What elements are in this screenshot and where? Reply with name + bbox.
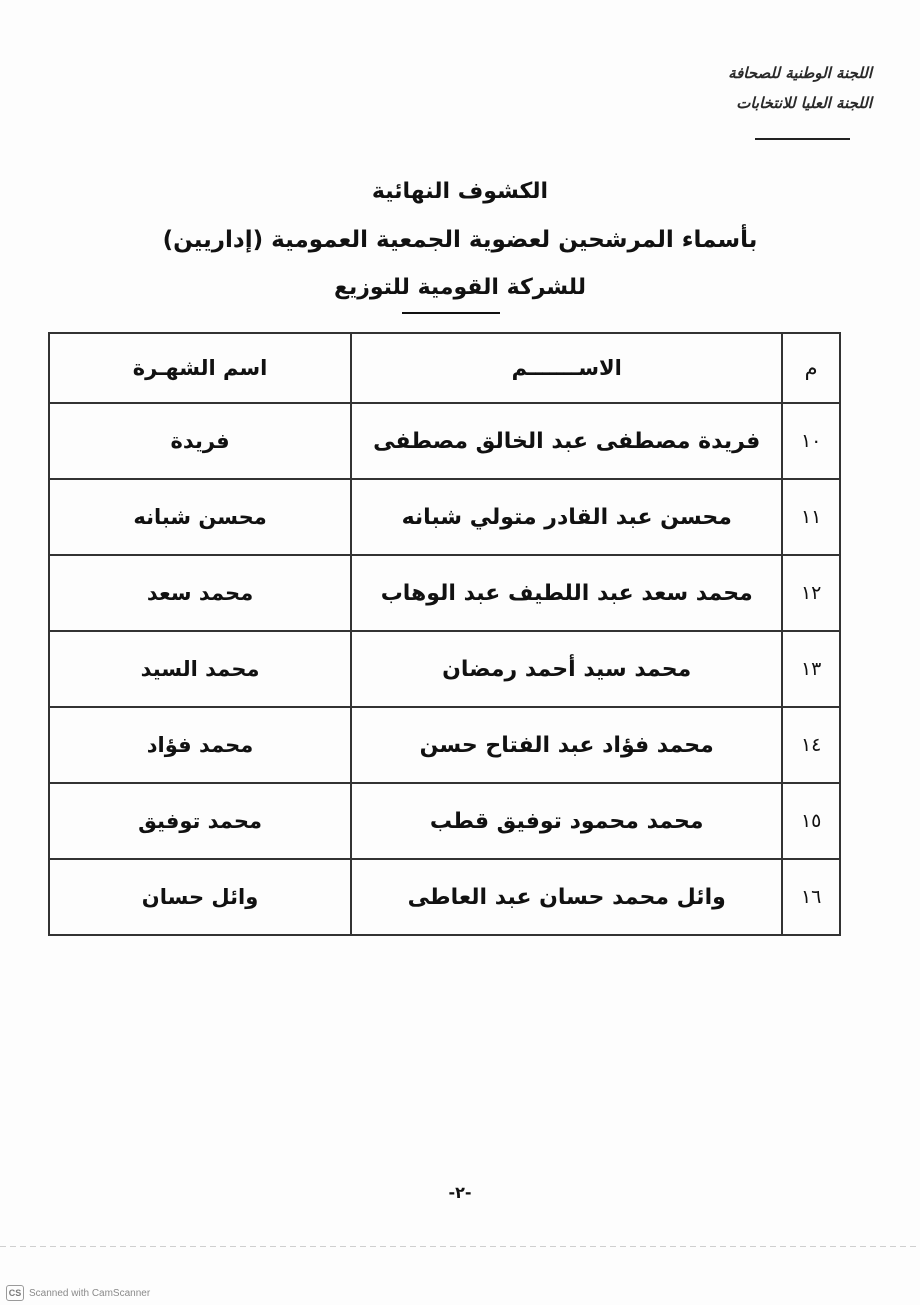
row-number: ١٥ <box>782 783 840 859</box>
scanner-watermark <box>6 1284 150 1302</box>
row-name: فريدة مصطفى عبد الخالق مصطفى <box>351 403 782 479</box>
row-number: ١٣ <box>782 631 840 707</box>
row-name: محمد فؤاد عبد الفتاح حسن <box>351 707 782 783</box>
table-row <box>49 555 840 631</box>
title-underline <box>402 312 500 314</box>
row-name: محمد سعد عبد اللطيف عبد الوهاب <box>351 555 782 631</box>
row-number: ١٢ <box>782 555 840 631</box>
table-row <box>49 707 840 783</box>
row-nickname: وائل حسان <box>49 859 351 935</box>
letterhead-line-2: اللجنة العليا للانتخابات <box>736 94 872 112</box>
row-number: ١٦ <box>782 859 840 935</box>
table-row <box>49 403 840 479</box>
row-nickname: محمد توفيق <box>49 783 351 859</box>
table-row <box>49 479 840 555</box>
row-nickname: محمد فؤاد <box>49 707 351 783</box>
row-nickname: محمد سعد <box>49 555 351 631</box>
row-number: ١١ <box>782 479 840 555</box>
candidates-table <box>48 332 841 936</box>
row-name: محمد محمود توفيق قطب <box>351 783 782 859</box>
title-line-1: الكشوف النهائية <box>371 179 549 204</box>
table-row <box>49 631 840 707</box>
row-name: وائل محمد حسان عبد العاطى <box>351 859 782 935</box>
row-nickname: فريدة <box>49 403 351 479</box>
letterhead <box>702 58 872 118</box>
table-header-row <box>49 333 840 403</box>
watermark-text: Scanned with CamScanner <box>29 1287 151 1299</box>
column-header-name: الاســـــــم <box>351 333 782 403</box>
letterhead-underline <box>755 138 850 140</box>
page-number: -٢- <box>448 1183 472 1202</box>
letterhead-line-1: اللجنة الوطنية للصحافة <box>728 64 872 82</box>
column-header-nickname: اسم الشهـرة <box>49 333 351 403</box>
document-title <box>0 168 920 312</box>
title-line-3: للشركة القومية للتوزيع <box>333 275 587 300</box>
scan-edge-line <box>0 1246 920 1247</box>
row-nickname: محسن شبانه <box>49 479 351 555</box>
row-number: ١٠ <box>782 403 840 479</box>
table-row <box>49 859 840 935</box>
column-header-number: م <box>782 333 840 403</box>
table-row <box>49 783 840 859</box>
row-number: ١٤ <box>782 707 840 783</box>
row-nickname: محمد السيد <box>49 631 351 707</box>
camscanner-icon: CS <box>6 1285 24 1301</box>
row-name: محسن عبد القادر متولي شبانه <box>351 479 782 555</box>
row-name: محمد سيد أحمد رمضان <box>351 631 782 707</box>
title-line-2: بأسماء المرشحين لعضوية الجمعية العمومية (إداريين) <box>162 227 758 253</box>
